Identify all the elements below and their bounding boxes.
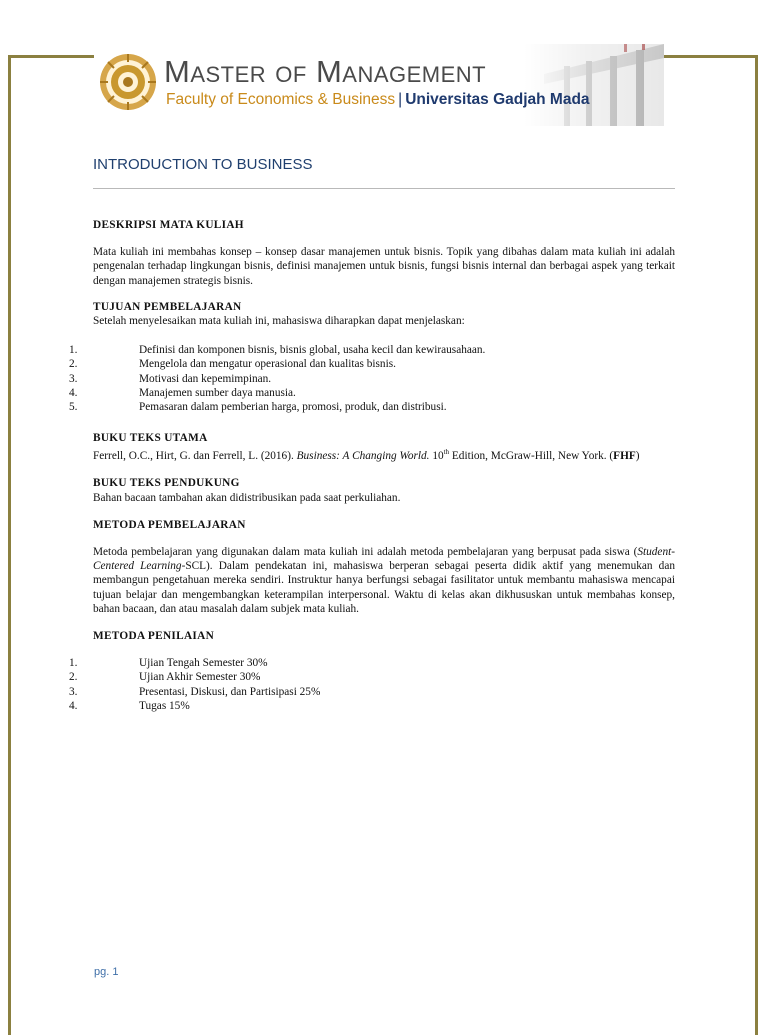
list-item: 4. Manajemen sumber daya manusia. [69, 386, 296, 399]
building-photo [524, 44, 664, 126]
list-item: 2. Mengelola dan mengatur operasional dan kualitas bisnis. [69, 358, 396, 371]
heading-buku-pendukung: BUKU TEKS PENDUKUNG [93, 477, 240, 490]
banner-separator: | [398, 91, 403, 108]
tujuan-intro: Setelah menyelesaikan mata kuliah ini, mahasiswa diharapkan dapat menjelaskan: [93, 315, 465, 328]
list-item: 5. Pemasaran dalam pemberian harga, promosi, produk, dan distribusi. [69, 401, 447, 414]
penilaian-list [69, 656, 675, 713]
list-item: 3. Motivasi dan kepemimpinan. [69, 372, 272, 385]
banner-subtitle [166, 91, 590, 109]
book-title: Business: A Changing World. [296, 450, 430, 463]
heading-metoda-penilaian: METODA PENILAIAN [93, 630, 215, 643]
heading-metoda-pembelajaran: METODA PEMBELAJARAN [93, 518, 246, 531]
banner-title: Master of Management [164, 54, 487, 89]
document-title: INTRODUCTION TO BUSINESS [93, 156, 313, 173]
list-item: 1. Definisi dan komponen bisnis, bisnis global, usaha kecil dan kewirausahaan. [69, 344, 486, 357]
heading-tujuan: TUJUAN PEMBELAJARAN [93, 300, 242, 313]
buku-utama-citation: Ferrell, O.C., Hirt, G. dan Ferrell, L. (2016). Business: A Changing World. 10th Edition, McGraw-Hill, New York. (FHF) [93, 448, 640, 463]
faculty-name: Faculty of Economics & Business [166, 91, 396, 108]
list-item: 1. Ujian Tengah Semester 30% [69, 657, 268, 670]
heading-deskripsi: DESKRIPSI MATA KULIAH [93, 219, 244, 231]
list-item: 3. Presentasi, Diskusi, dan Partisipasi 25% [69, 685, 321, 698]
buku-pendukung-text: Bahan bacaan tambahan akan didistribusikan pada saat perkuliahan. [93, 491, 401, 504]
heading-buku-utama: BUKU TEKS UTAMA [93, 432, 208, 445]
tujuan-list [69, 343, 675, 414]
university-seal-logo [98, 52, 158, 112]
university-name: Universitas Gadjah Mada [405, 91, 590, 108]
title-divider [93, 188, 675, 189]
deskripsi-paragraph: Mata kuliah ini membahas konsep – konsep dasar manajemen untuk bisnis. Topik yang dibahas dalam mata kuliah ini adalah pengenalan terhadap lingkungan bisnis, definisi manajemen untuk bisnis, fungsi bisnis internal dan berbagai aspek yang terkait dengan manajemen strategis bisnis. [93, 246, 675, 287]
metoda-pembelajaran-paragraph: Metoda pembelajaran yang digunakan dalam mata kuliah ini adalah metoda pembelajaran yang berpusat pada siswa (Student-Centered Learning-SCL). Dalam pendekatan ini, mahasiswa berperan sebagai peserta didik aktif yang menemukan dan membangun pengetahuan mereka sendiri. Instruktur hanya berfungsi sebagai fasilitator untuk membantu mahasiswa mencapai tujuan belajar dan mengembangkan keterampilan interpersonal. Waktu di kelas akan dikhususkan untuk membahas konsep, bahan bacaan, dan atau masalah dalam subjek mata kuliah. [93, 546, 675, 615]
list-item: 2. Ujian Akhir Semester 30% [69, 671, 261, 684]
document-body [69, 218, 675, 713]
page-number: pg. 1 [94, 966, 119, 978]
header-banner [94, 44, 664, 126]
list-item: 4. Tugas 15% [69, 699, 190, 712]
